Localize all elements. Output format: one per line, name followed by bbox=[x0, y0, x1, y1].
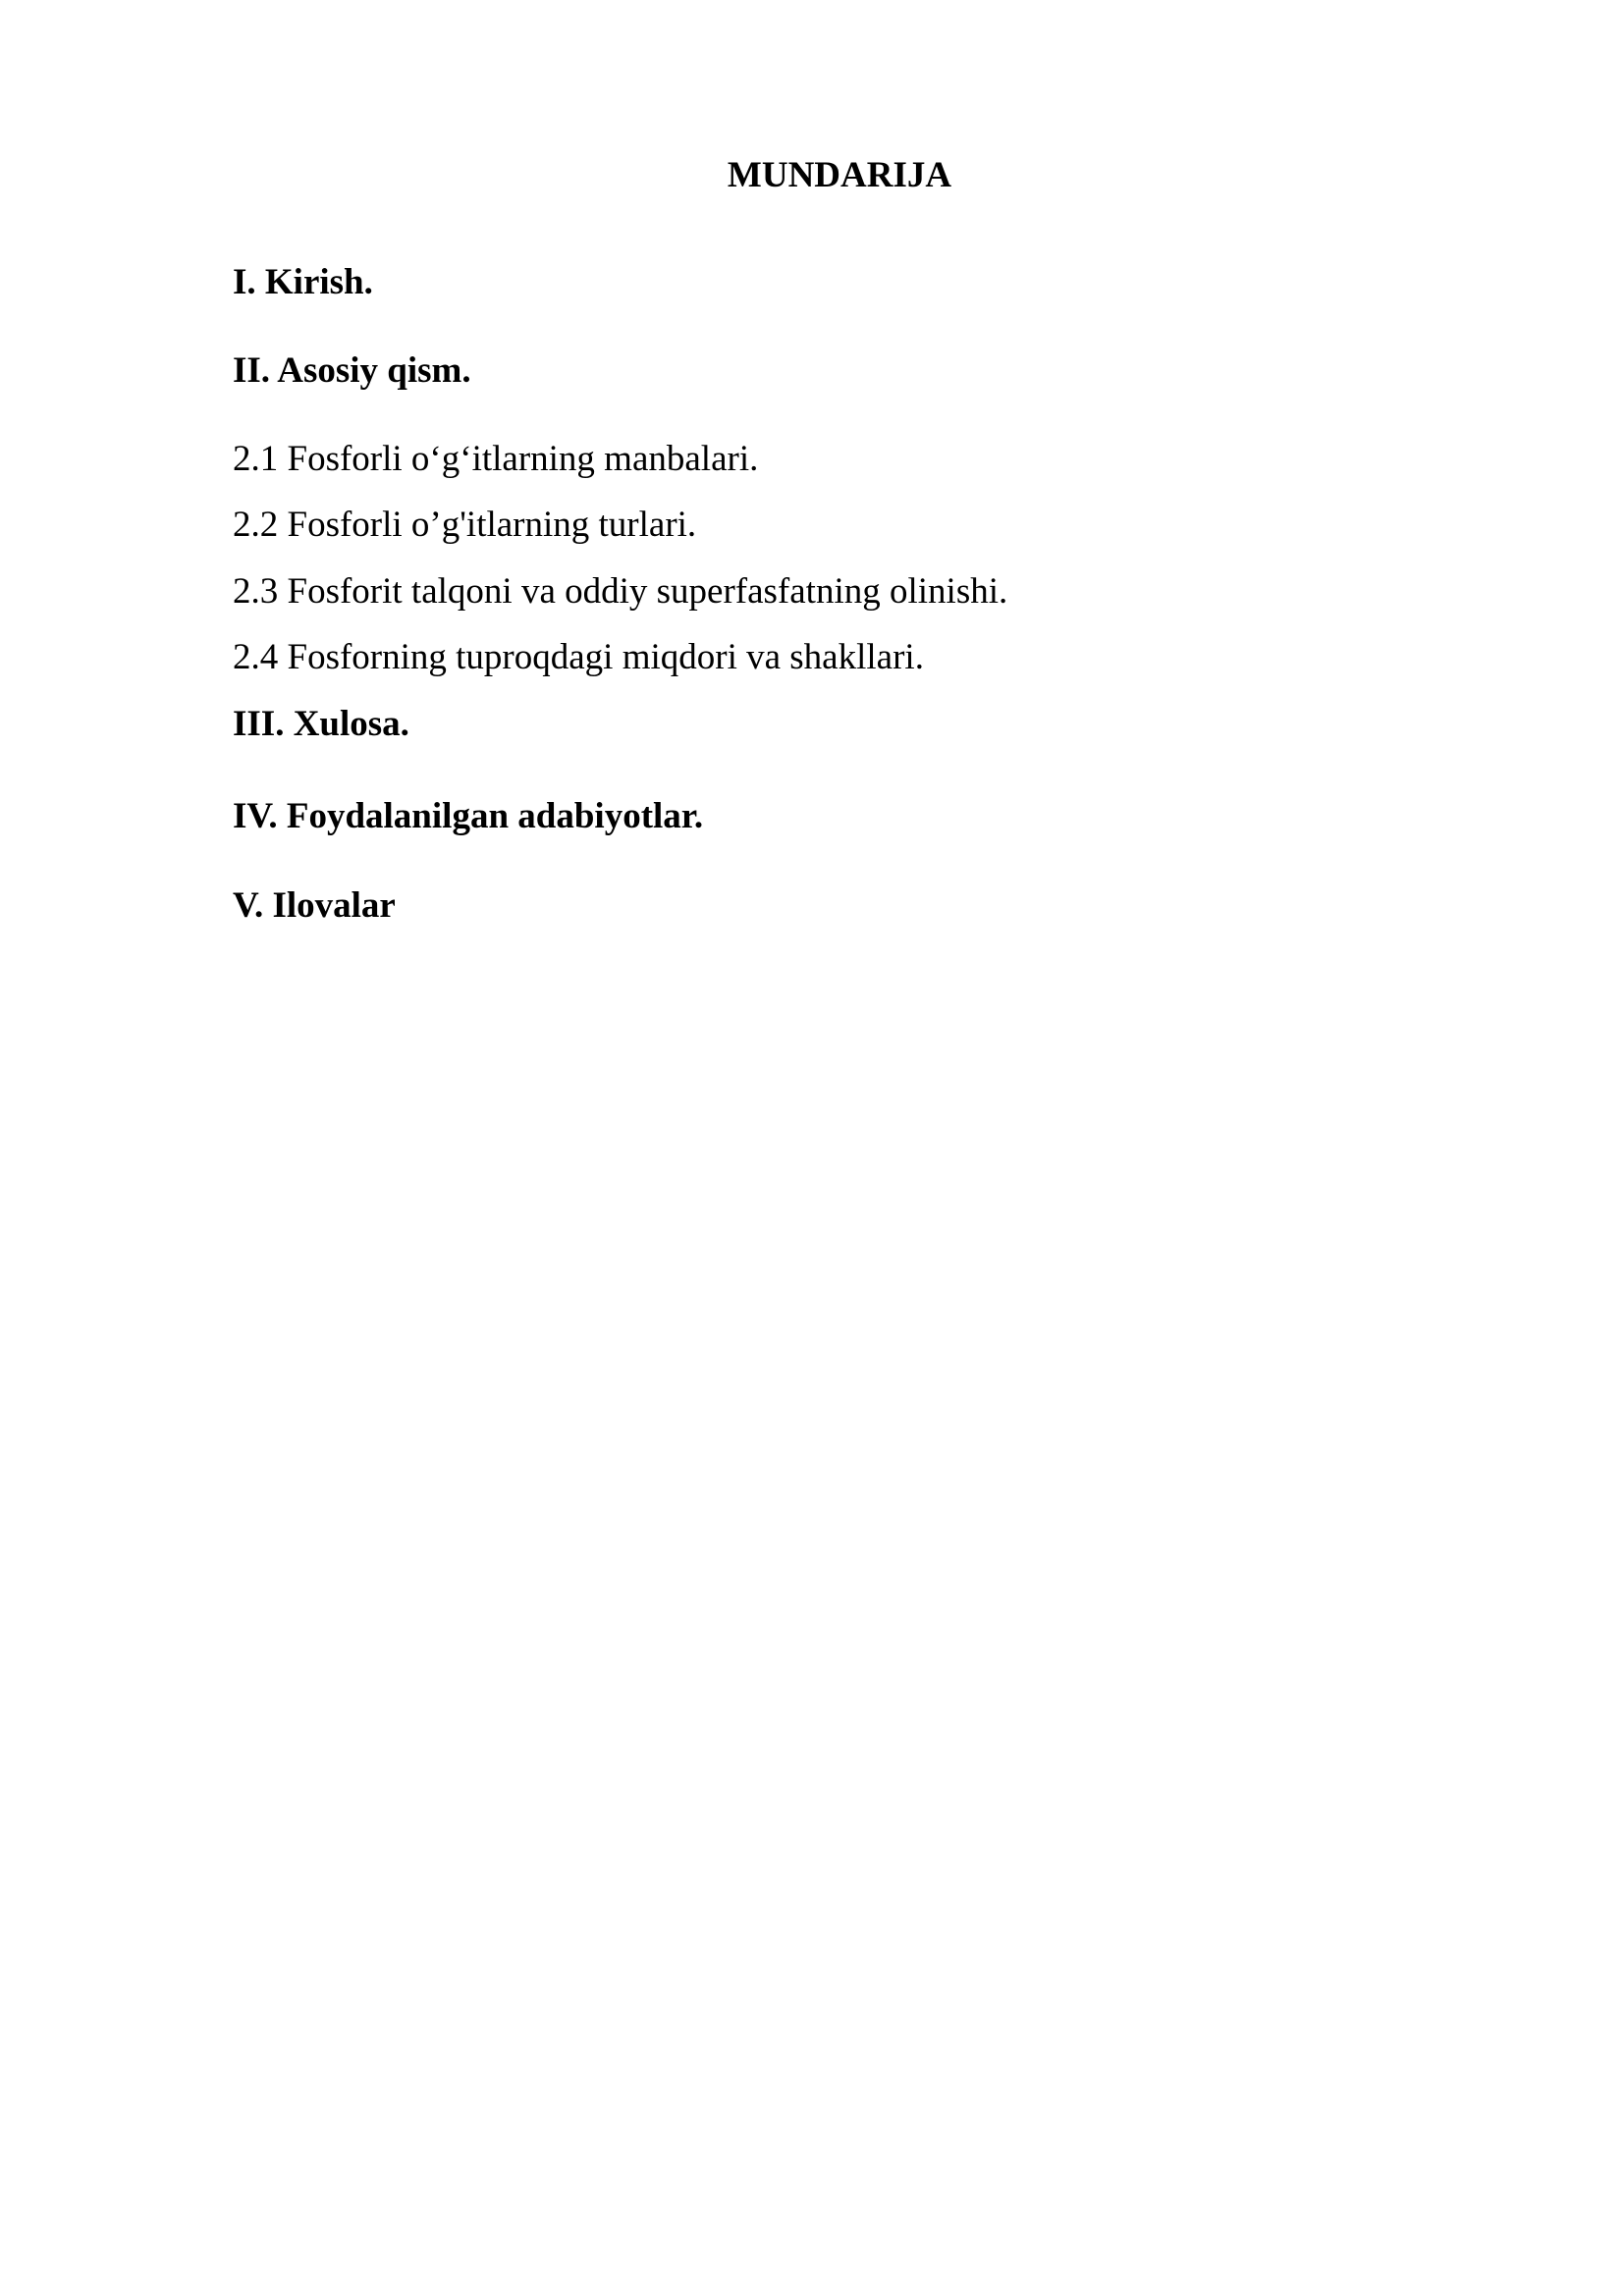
toc-entry-2-1: 2.1 Fosforli o‘g‘itlarning manbalari. bbox=[233, 439, 759, 479]
toc-entry-2-4: 2.4 Fosforning tuproqdagi miqdori va shakllari. bbox=[233, 637, 924, 677]
toc-entry-xulosa: III. Xulosa. bbox=[233, 704, 409, 744]
page-title: MUNDARIJA bbox=[727, 155, 952, 195]
toc-entry-adabiyotlar: IV. Foydalanilgan adabiyotlar. bbox=[233, 796, 704, 836]
toc-entry-asosiy-qism: II. Asosiy qism. bbox=[233, 350, 471, 391]
toc-entry-kirish: I. Kirish. bbox=[233, 262, 373, 302]
toc-entry-ilovalar: V. Ilovalar bbox=[233, 885, 396, 926]
toc-entry-2-2: 2.2 Fosforli o’g'itlarning turlari. bbox=[233, 505, 697, 545]
toc-entry-2-3: 2.3 Fosforit talqoni va oddiy superfasfatning olinishi. bbox=[233, 571, 1008, 612]
